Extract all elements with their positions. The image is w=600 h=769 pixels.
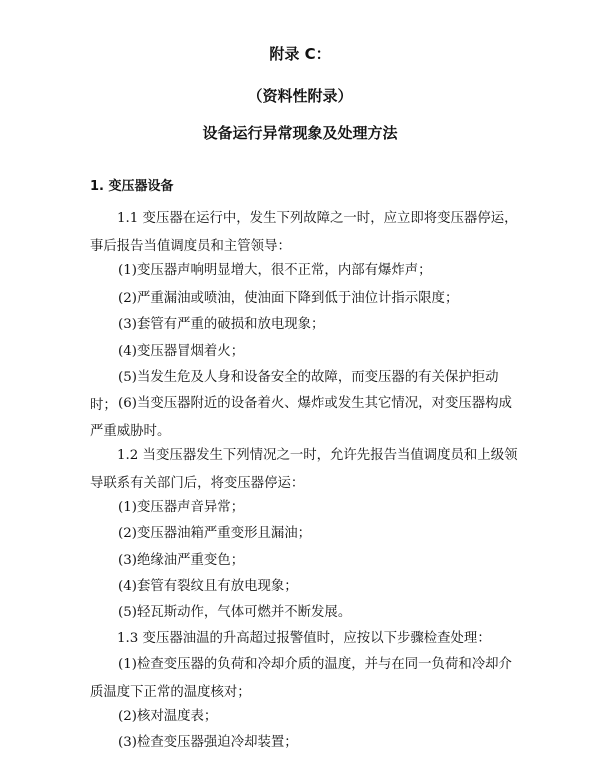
clause-1-1-item-5: (5)当发生危及人身和设备安全的故障，而变压器的有关保护拒动时； [90, 370, 499, 413]
clause-1-1-item-3: (3)套管有严重的破损和放电现象； [118, 317, 325, 332]
appendix-label: 附录 C： [269, 45, 331, 63]
clause-1-3-item-1: (1)检查变压器的负荷和冷却介质的温度，并与在同一负荷和冷却介质温度下正常的温度核对； [90, 657, 512, 700]
clause-1-2-intro: 1.2 当变压器发生下列情况之一时，允许先报告当值调度员和上级领导联系有关部门后，将变压器停运： [90, 448, 518, 491]
clause-1-3-item-2: (2)核对温度表； [118, 709, 218, 724]
clause-1-1-intro: 1.1 变压器在运行中，发生下列故障之一时，应立即将变压器停运，事后报告当值调度员和主管领导： [90, 211, 518, 254]
clause-1-2-item-1: (1)变压器声音异常； [118, 500, 245, 515]
clause-1-2-item-5: (5)轻瓦斯动作，气体可燃并不断发展。 [118, 605, 352, 620]
section-heading-transformer: 1. 变压器设备 [90, 179, 174, 194]
appendix-nature: （资料性附录） [247, 87, 353, 105]
clause-1-2-item-4: (4)套管有裂纹且有放电现象； [118, 579, 298, 594]
clause-1-3-intro: 1.3 变压器油温的升高超过报警值时，应按以下步骤检查处理： [117, 631, 491, 646]
page-title: 设备运行异常现象及处理方法 [202, 124, 398, 142]
clause-1-1-item-2: (2)严重漏油或喷油，使油面下降到低于油位计指示限度； [118, 291, 459, 306]
clause-1-2-item-2: (2)变压器油箱严重变形且漏油； [118, 526, 312, 541]
clause-1-1-item-1: (1)变压器声响明显增大，很不正常，内部有爆炸声； [118, 263, 432, 278]
clause-1-2-item-3: (3)绝缘油严重变色； [118, 553, 245, 568]
clause-1-1-item-6: (6)当变压器附近的设备着火、爆炸或发生其它情况，对变压器构成严重威胁时。 [90, 396, 512, 439]
clause-1-3-item-3: (3)检查变压器强迫冷却装置； [118, 735, 298, 750]
clause-1-1-item-4: (4)变压器冒烟着火； [118, 344, 245, 359]
